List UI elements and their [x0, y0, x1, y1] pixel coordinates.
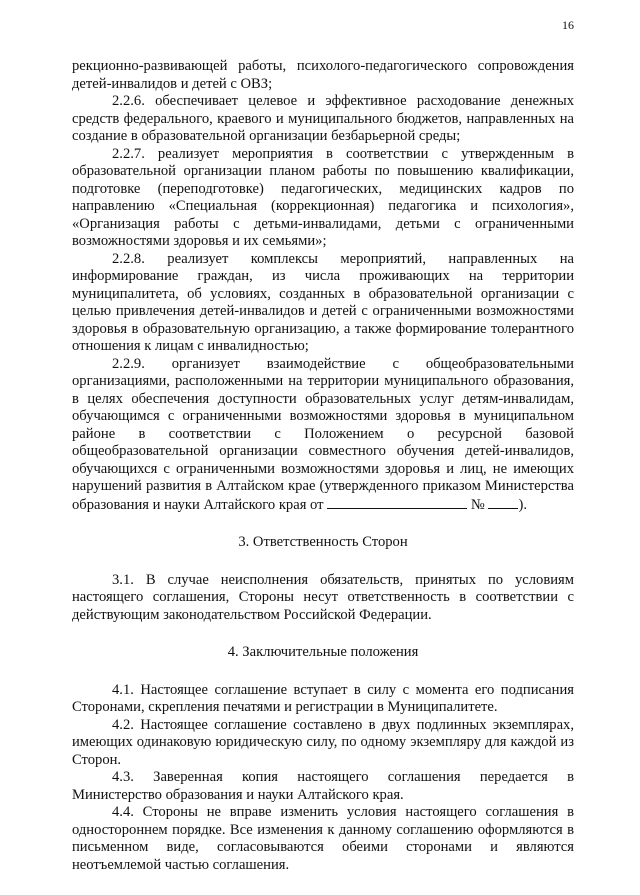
section-3-title: 3. Ответственность Сторон [238, 534, 408, 550]
paragraph-4-2: 4.2. Настоящее соглашение составлено в двух подлинных экземплярах, имеющих одинаковую юридическую силу, по одному экземпляру для каждой из Сторон. [72, 716, 574, 768]
date-blank-line [327, 496, 467, 509]
paragraph-continuation: рекционно-развивающей работы, психолого-педагогического сопровождения детей-инвалидов и детей с ОВЗ; [72, 58, 574, 92]
number-blank-line [488, 496, 518, 509]
paragraph-2-2-9-text: 2.2.9. организует взаимодействие с общеобразовательными организациями, расположенными на территории муниципального образования, в целях обеспечения доступности образовательных услуг детям-инвалидам, обучающимся с ограниченными возможностями здоровья в муниципальном районе в соответствии с Положением о ресурсной базовой общеобразовательной организации совместного обучения детей-инвалидов, обучающихся с ограниченными возможностями здоровья и лиц, не имеющих нарушений развития в Алтайском крае (утвержденного приказом Министерства образования и науки Алтайского края от [72, 355, 574, 513]
document-body [72, 58, 574, 874]
number-sign: № [470, 496, 485, 513]
paragraph-2-2-6: 2.2.6. обеспечивает целевое и эффективное расходование денежных средств федерального, краевого и муниципального бюджетов, направленных на создание в образовательной организации безбарьерной среды; [72, 93, 574, 144]
paragraph-2-2-9-ending: ). [518, 496, 527, 513]
paragraph-3-1: 3.1. В случае неисполнения обязательств, принятых по условиям настоящего соглашения, Стороны несут ответственность в соответствии с действующим законодательством Российской Федерации. [72, 571, 574, 623]
paragraph-4-3: 4.3. Заверенная копия настоящего соглашения передается в Министерство образования и науки Алтайского края. [72, 769, 574, 803]
paragraph-2-2-7: 2.2.7. реализует мероприятия в соответствии с утвержденным в образовательной организации планом работы по повышению квалификации, подготовке (переподготовке) педагогических, медицинских кадров по направлению «Специальная (коррекционная) педагогика и психология», «Организация работы с детьми-инвалидами, детьми с ограниченными возможностями здоровья и их семьями»; [72, 145, 574, 249]
paragraph-4-4: 4.4. Стороны не вправе изменить условия настоящего соглашения в одностороннем порядке. Все изменения к данному соглашению оформляются в письменном виде, согласовываются обеими сторонами и являются неотъемлемой частью соглашения. [72, 804, 574, 873]
paragraph-2-2-9 [72, 356, 574, 515]
section-4-title: 4. Заключительные положения [227, 644, 419, 660]
page-number: 16 [562, 18, 574, 32]
paragraph-2-2-8: 2.2.8. реализует комплексы мероприятий, направленных на информирование граждан, из числа проживающих на территории муниципалитета, об условиях, созданных в образовательной организации с целью привлечения детей-инвалидов и детей с ограниченными возможностями здоровья в образовательную организацию, а также формирование толерантного отношения к лицам с инвалидностью; [72, 250, 574, 354]
paragraph-4-1: 4.1. Настоящее соглашение вступает в силу с момента его подписания Сторонами, скрепления печатями и регистрации в Муниципалитете. [72, 681, 574, 715]
